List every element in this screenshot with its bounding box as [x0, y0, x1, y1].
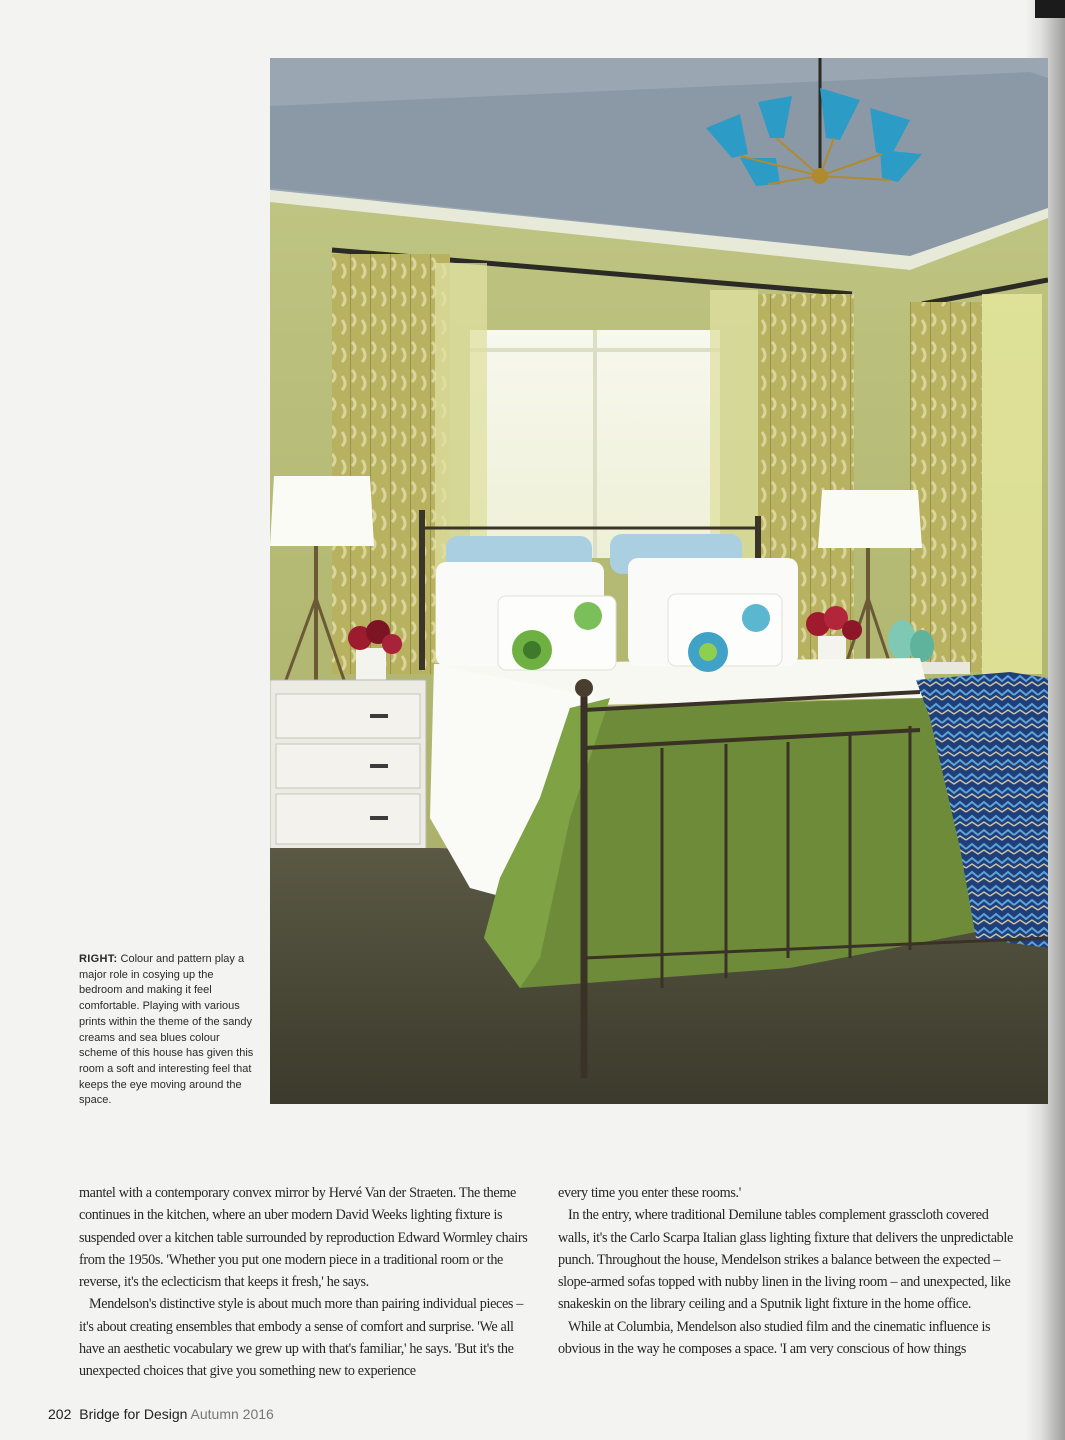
issue-date: Autumn 2016 — [190, 1406, 274, 1422]
page-footer — [48, 1406, 274, 1422]
curtain-left — [332, 254, 450, 674]
curtain-corner — [910, 302, 982, 672]
photo-caption — [79, 952, 259, 1109]
paragraph: every time you enter these rooms.' — [558, 1185, 741, 1201]
caption-lead: RIGHT: — [79, 953, 118, 965]
caption-text: Colour and pattern play a major role in cosying up the bedroom and making it feel comfortable. Playing with various prints within the theme of the sandy creams and sea blues colour scheme of this house has given this room a soft and interesting feel that keeps the eye moving around the space. — [79, 953, 254, 1107]
paragraph: mantel with a contemporary convex mirror by Hervé Van der Straeten. The theme continues in the kitchen, where an uber modern David Weeks lighting fixture is suspended over a kitchen table surrounded by reproduction Edward Wormley chairs from the 1950s. 'Whether you put one modern piece in a traditional room or the reverse, it's the eclecticism that keeps it fresh,' he says. — [79, 1185, 528, 1291]
left-nightstand — [270, 680, 426, 852]
paragraph: While at Columbia, Mendelson also studied film and the cinematic influence is obvious in the way he composes a space. 'I am very conscious of how things — [558, 1318, 991, 1358]
page-corner — [1035, 0, 1065, 18]
paragraph: Mendelson's distinctive style is about much more than pairing individual pieces – it's about creating ensembles that embody a sense of comfort and surprise. 'We all have an aesthetic vocabulary we grew up with that's familiar,' he says. 'But it's the unexpected choices that give you something new to experience — [79, 1296, 524, 1380]
article-column-left — [79, 1182, 534, 1383]
article-column-right — [558, 1182, 1018, 1360]
page-number: 202 — [48, 1406, 72, 1422]
bedroom-photo — [270, 58, 1048, 1104]
paragraph: In the entry, where traditional Demilune tables complement grasscloth covered walls, it's the Carlo Scarpa Italian glass lighting fixture that delivers the unpredictable punch. Throughout the house, Mendelson strikes a balance between the expected – slope-armed sofas topped with nubby linen in the living room – and unexpected, like snakeskin on the library ceiling and a Sputnik light fixture in the home office. — [558, 1207, 1013, 1313]
magazine-name: Bridge for Design — [79, 1406, 188, 1422]
